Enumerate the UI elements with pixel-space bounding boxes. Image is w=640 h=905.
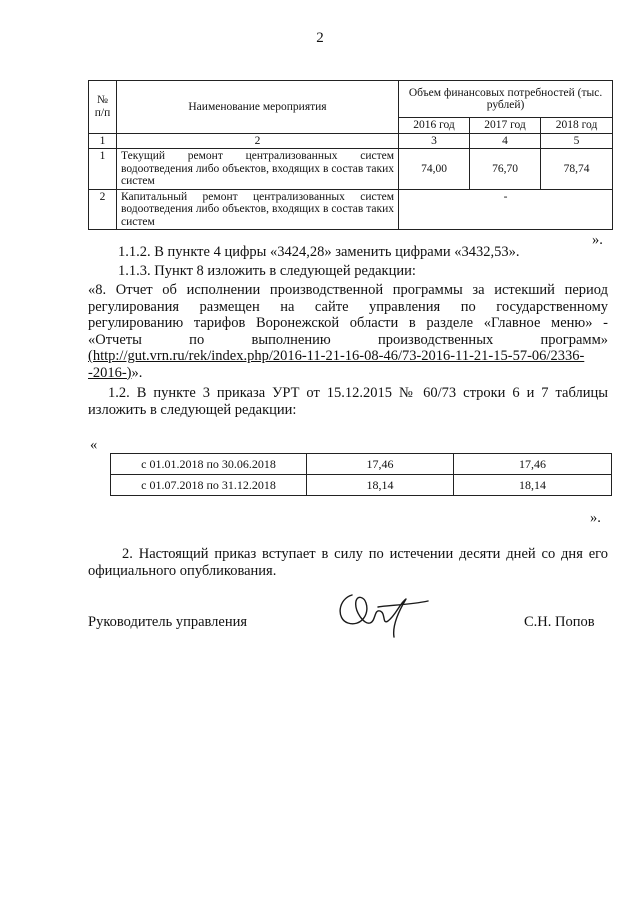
- tariff-table: [110, 453, 612, 496]
- value-2016: 74,00: [399, 149, 470, 190]
- handwritten-signature: [330, 585, 440, 645]
- header-group: Объем финансовых потребностей (тыс. рублей): [399, 81, 613, 118]
- table1-closing-quote: ».: [592, 232, 603, 248]
- value-2017: 76,70: [470, 149, 541, 190]
- header-num: № п/п: [89, 81, 117, 134]
- row-num: 2: [89, 189, 117, 230]
- final-paragraph: 2. Настоящий приказ вступает в силу по истечении десяти дней со дня его официального опубликования.: [88, 546, 608, 579]
- table-row: [111, 475, 612, 496]
- tariff-period: с 01.07.2018 по 31.12.2018: [111, 475, 307, 496]
- p8-end: ».: [131, 364, 143, 381]
- page-number: 2: [316, 30, 324, 46]
- report-link[interactable]: (http://gut.vrn.ru/rek/index.php/2016-11-21-16-08-46/73-2016-11-21-15-57-06/2336-: [88, 348, 585, 364]
- tariff-period: с 01.01.2018 по 30.06.2018: [111, 454, 307, 475]
- tariff-value: 18,14: [307, 475, 454, 496]
- index-cell: 3: [399, 133, 470, 149]
- tariff-value: 18,14: [454, 475, 612, 496]
- paragraph-8: [88, 282, 608, 381]
- p8-line: регулирования размещен на сайте управления по государственному: [88, 298, 608, 315]
- paragraph-1-1-2: 1.1.2. В пункте 4 цифры «3424,28» заменить цифрами «3432,53».: [118, 244, 520, 260]
- paragraph-1-1-3: 1.1.3. Пункт 8 изложить в следующей редакции:: [118, 263, 416, 279]
- index-cell: 2: [117, 133, 399, 149]
- paragraph-1-2: 1.2. В пункте 3 приказа УРТ от 15.12.2015 № 60/73 строки 6 и 7 таблицы изложить в следующей редакции:: [88, 385, 608, 418]
- p8-line: регулированию тарифов Воронежской области в разделе «Главное меню» -: [88, 315, 608, 331]
- index-cell: 1: [89, 133, 117, 149]
- financing-table: [88, 80, 613, 230]
- table-row: [111, 454, 612, 475]
- p8-line: «Отчеты по выполнению производственных программ»: [88, 331, 608, 348]
- table2-closing-quote: ».: [590, 510, 601, 526]
- table2-open-quote: «: [90, 437, 98, 453]
- header-year-2018: 2018 год: [541, 118, 613, 134]
- row-name: Текущий ремонт централизованных систем водоотведения либо объектов, входящих в состав таких систем: [117, 149, 399, 190]
- header-year-2016: 2016 год: [399, 118, 470, 134]
- header-name: Наименование мероприятия: [117, 81, 399, 134]
- tariff-value: 17,46: [307, 454, 454, 475]
- table-row: [89, 189, 613, 230]
- row-num: 1: [89, 149, 117, 190]
- header-year-2017: 2017 год: [470, 118, 541, 134]
- p8-line: «8. Отчет об исполнении производственной программы за истекший период: [88, 282, 608, 298]
- index-cell: 5: [541, 133, 613, 149]
- report-link-continued[interactable]: -2016-): [88, 364, 132, 381]
- signatory-name: С.Н. Попов: [524, 614, 595, 630]
- table-row: [89, 149, 613, 190]
- merged-value: -: [399, 189, 613, 230]
- value-2018: 78,74: [541, 149, 613, 190]
- signatory-position: Руководитель управления: [88, 614, 248, 630]
- row-name: Капитальный ремонт централизованных систем водоотведения либо объектов, входящих в состав таких систем: [117, 189, 399, 230]
- index-cell: 4: [470, 133, 541, 149]
- tariff-value: 17,46: [454, 454, 612, 475]
